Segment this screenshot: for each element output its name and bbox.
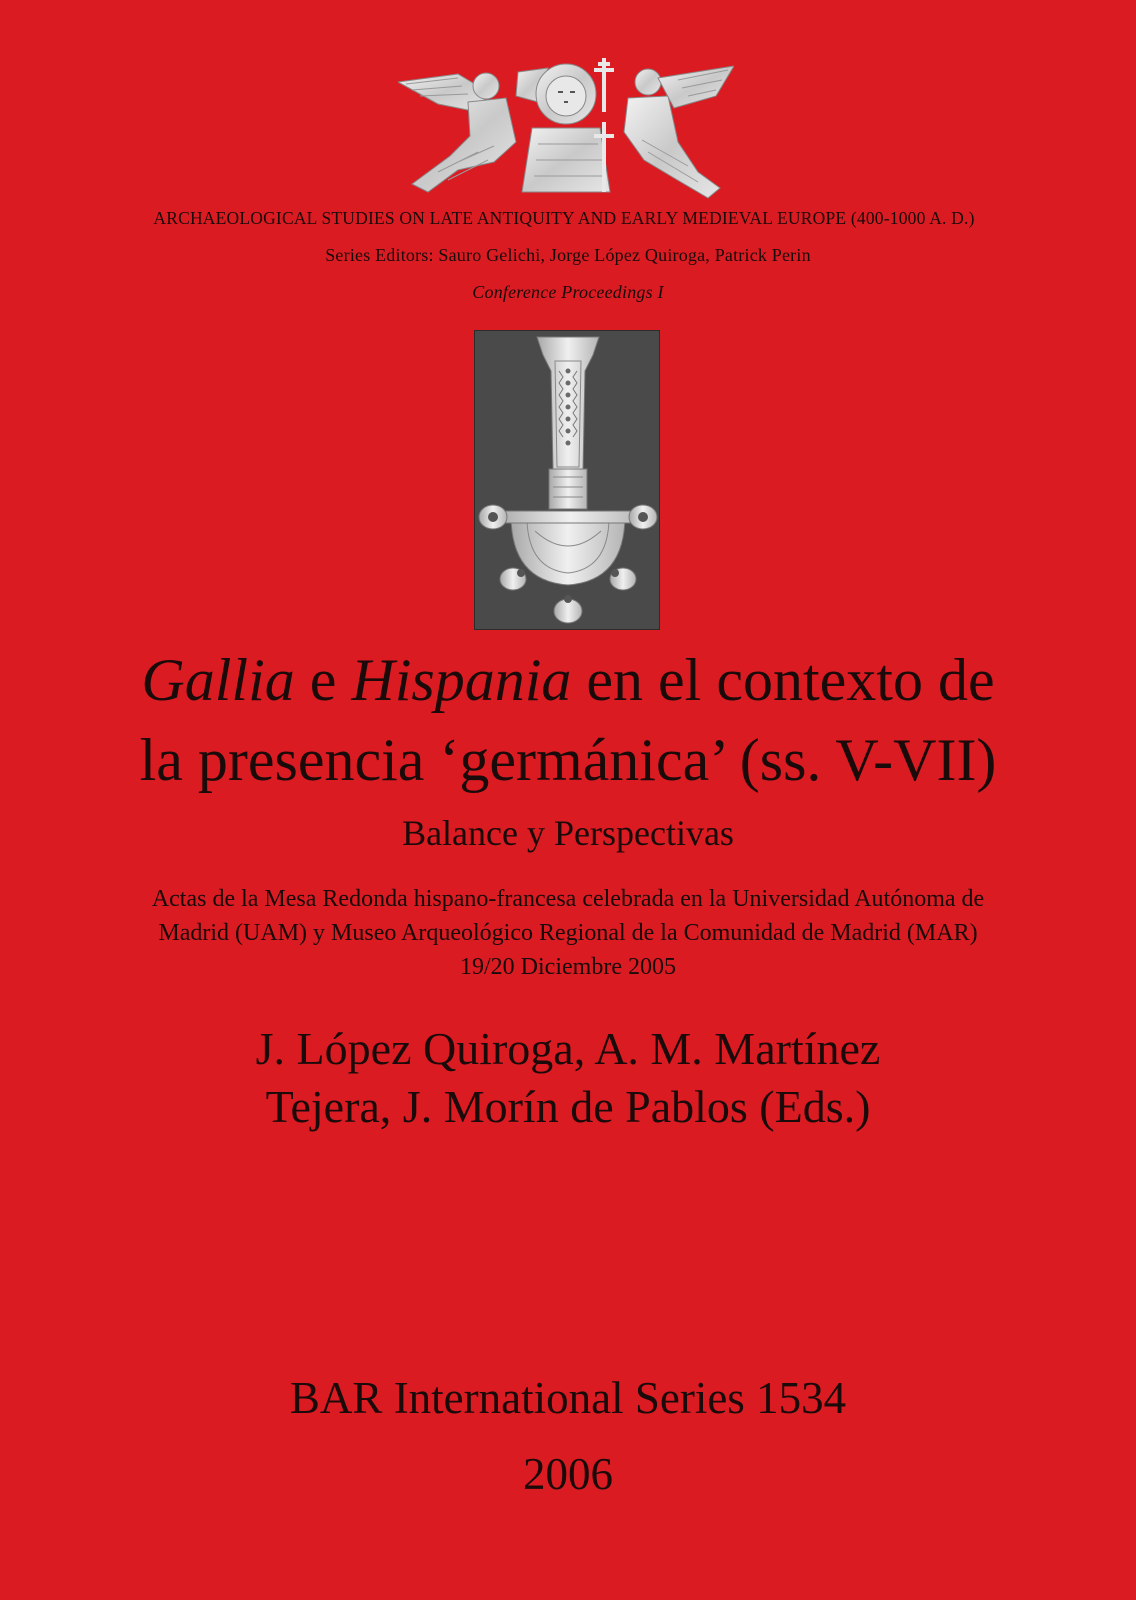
publication-year: 2006	[523, 1449, 613, 1499]
proceedings-description	[80, 882, 1056, 984]
proceedings-date: 19/20 Diciembre 2005	[460, 954, 676, 980]
book-title-line-1	[40, 640, 1096, 720]
proceedings-line-2: Madrid (UAM) y Museo Arqueológico Regional de la Comunidad de Madrid (MAR)	[158, 920, 978, 946]
editors-line-2: Tejera, J. Morín de Pablos (Eds.)	[265, 1081, 871, 1132]
fibula-image	[475, 331, 660, 630]
fibula-photo	[474, 330, 660, 630]
series-editors: Series Editors: Sauro Gelichi, Jorge López Quiroga, Patrick Perin	[325, 245, 811, 265]
series-title: ARCHAEOLOGICAL STUDIES ON LATE ANTIQUITY AND EARLY MEDIEVAL EUROPE (400-1000 A. D.)	[153, 208, 975, 228]
publisher-series: BAR International Series 1534	[289, 1373, 847, 1423]
title-word-gallia: Gallia	[141, 647, 295, 713]
book-subtitle: Balance y Perspectivas	[402, 813, 734, 853]
title-word-hispania: Hispania	[351, 647, 572, 713]
book-title	[40, 640, 1096, 800]
volume-editors	[60, 1020, 1076, 1136]
title-conjunction: e	[294, 647, 352, 713]
relief-emblem-image	[398, 52, 734, 204]
title-rest: en el contexto de	[571, 647, 995, 713]
series-subseries: Conference Proceedings I	[472, 282, 664, 302]
editors-line-1: J. López Quiroga, A. M. Martínez	[255, 1023, 881, 1074]
book-title-line-2: la presencia ‘germánica’ (ss. V-VII)	[139, 727, 997, 793]
proceedings-line-1: Actas de la Mesa Redonda hispano-francesa celebrada en la Universidad Autónoma de	[151, 886, 985, 912]
